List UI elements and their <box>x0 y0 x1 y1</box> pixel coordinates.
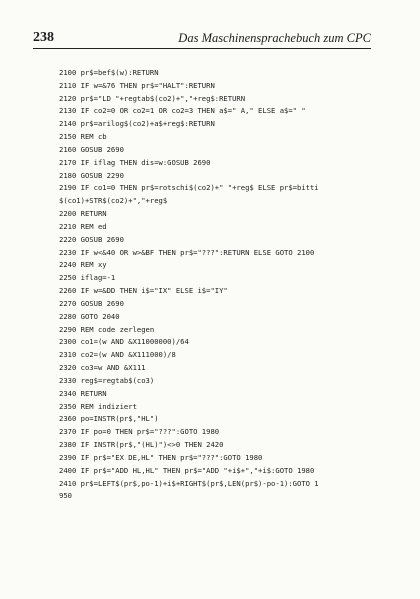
code-line: 2170 IF iflag THEN dis=w:GOSUB 2690 <box>59 157 211 167</box>
running-title: Das Maschinensprachebuch zum CPC <box>178 31 371 45</box>
code-line: 2120 pr$="LD "+regtab$(co2)+","+reg$:RETURN <box>59 93 246 103</box>
code-line: 2110 IF w=&76 THEN pr$="HALT":RETURN <box>59 80 215 90</box>
code-line: 2290 REM code zerlegen <box>59 324 155 334</box>
code-line: 2250 iflag=-1 <box>59 273 116 283</box>
code-line: 2360 po=INSTR(pr$,"HL") <box>59 414 159 424</box>
code-line: 950 <box>59 491 72 501</box>
code-line: 2330 reg$=regtab$(co3) <box>59 375 155 385</box>
code-line: 2180 GOSUB 2290 <box>59 170 124 180</box>
code-line: 2220 GOSUB 2690 <box>59 234 124 244</box>
code-line: 2100 pr$=bef$(w):RETURN <box>59 68 159 77</box>
code-line: 2140 pr$=arilog$(co2)+a$+reg$:RETURN <box>59 119 215 129</box>
code-line: 2260 IF w=&DD THEN i$="IX" ELSE i$="IY" <box>59 286 228 296</box>
code-line: 2350 REM indiziert <box>59 401 137 411</box>
code-line: 2370 IF po=0 THEN pr$="???":GOTO 1980 <box>59 427 220 437</box>
code-line: 2230 IF w<&40 OR w>&BF THEN pr$="???":RETURN ELSE GOTO 2100 <box>59 247 315 257</box>
code-line: 2190 IF co1=0 THEN pr$=rotschi$(co2)+" "+reg$ ELSE pr$=bitti <box>59 183 319 193</box>
code-line: 2340 RETURN <box>59 388 107 398</box>
code-line: 2320 co3=w AND &X111 <box>59 363 146 373</box>
code-line: 2200 RETURN <box>59 209 107 219</box>
code-line: 2130 IF co2=0 OR co2=1 OR co2=3 THEN a$=" A," ELSE a$=" " <box>59 106 306 116</box>
code-line: 2310 co2=(w AND &X111000)/8 <box>59 350 176 360</box>
code-line: 2240 REM xy <box>59 260 107 270</box>
code-line: 2400 IF pr$="ADD HL,HL" THEN pr$="ADD "+i$+","+i$:GOTO 1980 <box>59 465 315 475</box>
code-line: 2160 GOSUB 2690 <box>59 144 124 154</box>
page-header <box>33 30 371 49</box>
code-line: 2270 GOSUB 2690 <box>59 298 124 308</box>
code-line: 2150 REM cb <box>59 132 107 142</box>
code-line: 2380 IF INSTR(pr$,"(HL)")<>0 THEN 2420 <box>59 440 224 450</box>
code-line: 2210 REM ed <box>59 221 107 231</box>
basic-listing <box>59 67 409 503</box>
code-line: 2410 pr$=LEFT$(pr$,po-1)+i$+RIGHT$(pr$,LEN(pr$)-po-1):GOTO 1 <box>59 478 319 488</box>
code-line: $(co1)+STR$(co2)+","+reg$ <box>59 196 168 206</box>
page-number: 238 <box>33 30 54 45</box>
code-line: 2390 IF pr$="EX DE,HL" THEN pr$="???":GOTO 1980 <box>59 452 263 462</box>
code-line: 2280 GOTO 2040 <box>59 311 120 321</box>
code-line: 2300 co1=(w AND &X11000000)/64 <box>59 337 189 347</box>
